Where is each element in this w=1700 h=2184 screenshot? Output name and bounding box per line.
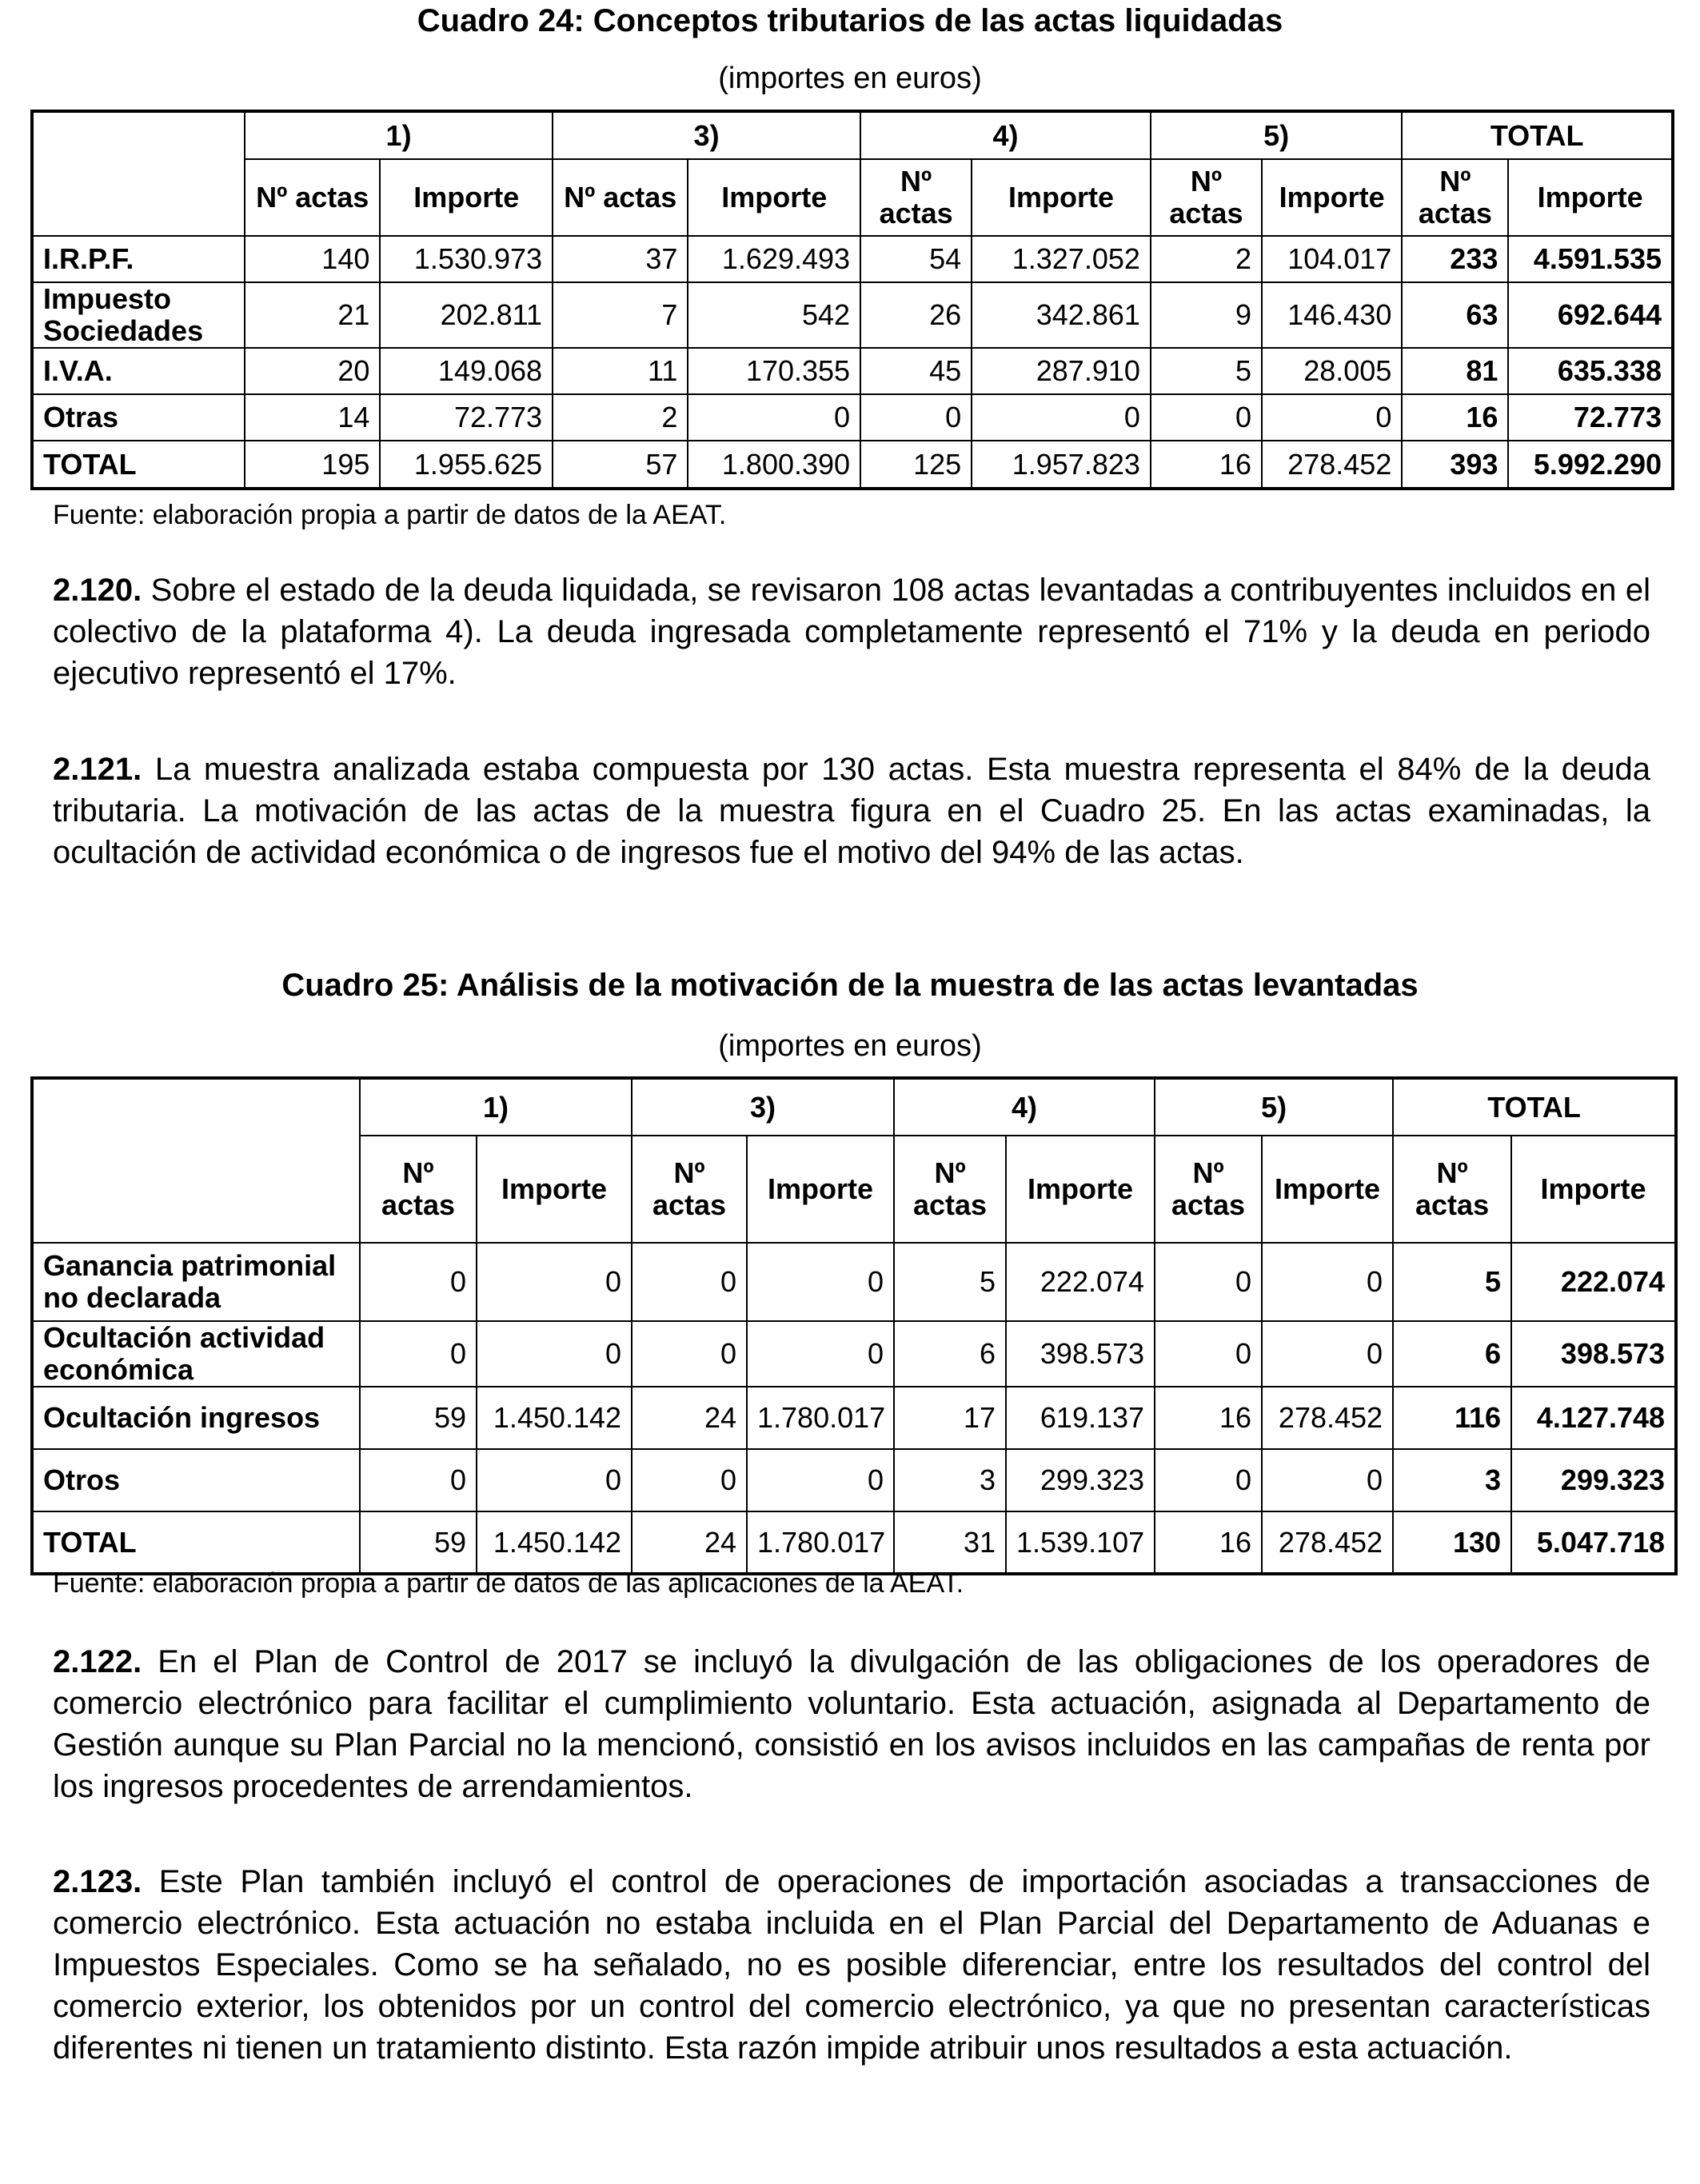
cell-actas: 21 <box>245 282 380 348</box>
cell-importe: 299.323 <box>1006 1449 1155 1511</box>
col-header-importe: Importe <box>1006 1136 1155 1243</box>
table-row <box>32 1387 1676 1449</box>
cell-importe: 104.017 <box>1262 236 1402 282</box>
table-row <box>32 1243 1676 1321</box>
col-header-actas: Nº actas <box>860 159 972 236</box>
cell-importe: 1.957.823 <box>972 441 1151 489</box>
cuadro24-title: Cuadro 24: Conceptos tributarios de las actas liquidadas <box>417 3 1283 38</box>
col-header-importe: Importe <box>477 1136 632 1243</box>
cuadro25-table <box>30 1076 1678 1575</box>
col-header-importe: Importe <box>380 159 553 236</box>
row-label: Impuesto Sociedades <box>32 282 245 348</box>
cell-actas: 0 <box>1151 394 1262 441</box>
cell-actas: 5 <box>894 1243 1006 1321</box>
col-header-importe: Importe <box>747 1136 894 1243</box>
cell-importe: 4.591.535 <box>1508 236 1673 282</box>
cell-importe: 692.644 <box>1508 282 1673 348</box>
cell-importe: 1.780.017 <box>747 1511 894 1574</box>
cell-actas: 5 <box>1151 348 1262 394</box>
cell-importe: 72.773 <box>380 394 553 441</box>
cell-actas: 3 <box>1393 1449 1511 1511</box>
cell-actas: 24 <box>632 1387 747 1449</box>
paragraph-2123 <box>53 1861 1650 2069</box>
cuadro24-group-header-row <box>32 111 1673 159</box>
cell-importe: 4.127.748 <box>1511 1387 1676 1449</box>
cell-actas: 24 <box>632 1511 747 1574</box>
paragraph-text: Este Plan también incluyó el control de operaciones de importación asociadas a transacciones de comercio electrónico. Esta actuación no estaba incluida en el Plan Parcial del Departamento de Aduanas e Impuestos Especiales. Como se ha señalado, no es posible diferenciar, entre los resultados del control del comercio exterior, los obtenidos por un control del comercio electrónico, ya que no presentan características diferentes ni tienen un tratamiento distinto. Esta razón impide atribuir unos resultados a esta actuación. <box>53 1864 1650 2066</box>
cell-importe: 0 <box>1262 394 1402 441</box>
table-row <box>32 282 1673 348</box>
cuadro25-group-header-row <box>32 1078 1676 1136</box>
row-label: Ganancia patrimonial no declarada <box>32 1243 360 1321</box>
col-header-actas: Nº actas <box>245 159 380 236</box>
cell-importe: 619.137 <box>1006 1387 1155 1449</box>
paragraph-number: 2.122. <box>53 1644 142 1679</box>
cell-actas: 14 <box>245 394 380 441</box>
cell-actas: 116 <box>1393 1387 1511 1449</box>
cell-actas: 7 <box>553 282 688 348</box>
cell-actas: 9 <box>1151 282 1262 348</box>
cell-importe: 1.780.017 <box>747 1387 894 1449</box>
cuadro25-group-header: 5) <box>1155 1078 1393 1136</box>
row-label: Ocultación ingresos <box>32 1387 360 1449</box>
cuadro24-group-header: 4) <box>860 111 1151 159</box>
cell-actas: 393 <box>1402 441 1508 489</box>
cell-actas: 0 <box>860 394 972 441</box>
cuadro25-group-header: 1) <box>360 1078 632 1136</box>
paragraph-2120 <box>53 569 1650 694</box>
col-header-actas: Nº actas <box>894 1136 1006 1243</box>
cell-importe: 0 <box>477 1243 632 1321</box>
cuadro25-subtitle: (importes en euros) <box>718 1029 982 1063</box>
col-header-importe: Importe <box>688 159 860 236</box>
paragraph-text: Sobre el estado de la deuda liquidada, se revisaron 108 actas levantadas a contribuyentes incluidos en el colectivo de la plataforma 4). La deuda ingresada completamente representó el 71% y la deuda en periodo ejecutivo representó el 17%. <box>53 573 1650 691</box>
col-header-actas: Nº actas <box>1151 159 1262 236</box>
cuadro24-table <box>30 110 1674 490</box>
cell-importe: 1.530.973 <box>380 236 553 282</box>
paragraph-number: 2.121. <box>53 752 142 787</box>
cell-actas: 26 <box>860 282 972 348</box>
cell-actas: 16 <box>1155 1511 1262 1574</box>
cell-actas: 3 <box>894 1449 1006 1511</box>
cell-actas: 31 <box>894 1511 1006 1574</box>
cuadro24-group-header: 3) <box>553 111 860 159</box>
col-header-importe: Importe <box>1262 1136 1393 1243</box>
cell-importe: 1.800.390 <box>688 441 860 489</box>
cell-importe: 0 <box>477 1321 632 1387</box>
cell-importe: 299.323 <box>1511 1449 1676 1511</box>
cell-actas: 0 <box>632 1449 747 1511</box>
cell-actas: 37 <box>553 236 688 282</box>
cell-importe: 0 <box>1262 1449 1393 1511</box>
cell-importe: 0 <box>1262 1321 1393 1387</box>
cell-actas: 130 <box>1393 1511 1511 1574</box>
cell-actas: 54 <box>860 236 972 282</box>
cuadro24-body <box>32 236 1673 489</box>
col-header-actas: Nº actas <box>632 1136 747 1243</box>
paragraph-2122 <box>53 1641 1650 1807</box>
row-label: TOTAL <box>32 1511 360 1574</box>
cuadro25-source: Fuente: elaboración propia a partir de datos de las aplicaciones de la AEAT. <box>53 1568 964 1599</box>
table-row <box>32 236 1673 282</box>
cell-importe: 278.452 <box>1262 1511 1393 1574</box>
cell-importe: 222.074 <box>1511 1243 1676 1321</box>
cell-actas: 59 <box>360 1511 477 1574</box>
cell-importe: 170.355 <box>688 348 860 394</box>
paragraph-number: 2.120. <box>53 573 142 608</box>
cuadro25-title: Cuadro 25: Análisis de la motivación de la muestra de las actas levantadas <box>281 968 1419 1003</box>
cuadro24-source: Fuente: elaboración propia a partir de datos de la AEAT. <box>53 500 727 530</box>
cell-importe: 1.629.493 <box>688 236 860 282</box>
cell-importe: 0 <box>747 1321 894 1387</box>
cell-actas: 0 <box>360 1243 477 1321</box>
cuadro24-corner-cell <box>32 111 245 236</box>
cell-importe: 0 <box>747 1243 894 1321</box>
cell-actas: 59 <box>360 1387 477 1449</box>
cell-actas: 0 <box>632 1243 747 1321</box>
cell-importe: 398.573 <box>1006 1321 1155 1387</box>
col-header-actas: Nº actas <box>1402 159 1508 236</box>
cuadro24-group-header: 5) <box>1151 111 1402 159</box>
col-header-importe: Importe <box>1262 159 1402 236</box>
cell-actas: 140 <box>245 236 380 282</box>
col-header-importe: Importe <box>1508 159 1673 236</box>
cell-actas: 125 <box>860 441 972 489</box>
row-label: I.R.P.F. <box>32 236 245 282</box>
cell-actas: 81 <box>1402 348 1508 394</box>
cell-actas: 20 <box>245 348 380 394</box>
cell-importe: 342.861 <box>972 282 1151 348</box>
cell-actas: 0 <box>632 1321 747 1387</box>
cell-importe: 278.452 <box>1262 441 1402 489</box>
cell-actas: 0 <box>1155 1243 1262 1321</box>
cell-importe: 5.047.718 <box>1511 1511 1676 1574</box>
cell-actas: 0 <box>360 1449 477 1511</box>
paragraph-number: 2.123. <box>53 1864 142 1899</box>
cell-importe: 222.074 <box>1006 1243 1155 1321</box>
cell-actas: 63 <box>1402 282 1508 348</box>
cell-importe: 635.338 <box>1508 348 1673 394</box>
cell-importe: 0 <box>688 394 860 441</box>
cell-actas: 6 <box>894 1321 1006 1387</box>
cell-actas: 233 <box>1402 236 1508 282</box>
cell-importe: 1.450.142 <box>477 1387 632 1449</box>
cell-actas: 0 <box>1155 1321 1262 1387</box>
paragraph-2121 <box>53 749 1650 873</box>
cuadro24-column-header-row <box>32 159 1673 236</box>
cell-actas: 195 <box>245 441 380 489</box>
paragraph-text: En el Plan de Control de 2017 se incluyó la divulgación de las obligaciones de los operadores de comercio electrónico para facilitar el cumplimiento voluntario. Esta actuación, asignada al Departamento de Gestión aunque su Plan Parcial no la mencionó, consistió en los avisos incluidos en las campañas de renta por los ingresos procedentes de arrendamientos. <box>53 1644 1650 1804</box>
table-row <box>32 1321 1676 1387</box>
cuadro25-body <box>32 1243 1676 1574</box>
cell-importe: 146.430 <box>1262 282 1402 348</box>
table-row <box>32 348 1673 394</box>
row-label: Ocultación actividad económica <box>32 1321 360 1387</box>
cell-actas: 5 <box>1393 1243 1511 1321</box>
cell-importe: 0 <box>477 1449 632 1511</box>
cuadro24-group-header: 1) <box>245 111 553 159</box>
table-row <box>32 1511 1676 1574</box>
cell-actas: 2 <box>1151 236 1262 282</box>
cell-importe: 0 <box>972 394 1151 441</box>
cell-actas: 57 <box>553 441 688 489</box>
col-header-actas: Nº actas <box>1155 1136 1262 1243</box>
row-label: Otros <box>32 1449 360 1511</box>
table-row <box>32 394 1673 441</box>
cell-actas: 16 <box>1402 394 1508 441</box>
paragraph-text: La muestra analizada estaba compuesta por 130 actas. Esta muestra representa el 84% de la deuda tributaria. La motivación de las actas de la muestra figura en el Cuadro 25. En las actas examinadas, la ocultación de actividad económica o de ingresos fue el motivo del 94% de las actas. <box>53 752 1650 870</box>
cuadro25-group-header: 4) <box>894 1078 1155 1136</box>
cell-actas: 2 <box>553 394 688 441</box>
cell-actas: 17 <box>894 1387 1006 1449</box>
cell-importe: 0 <box>1262 1243 1393 1321</box>
row-label: Otras <box>32 394 245 441</box>
row-label: I.V.A. <box>32 348 245 394</box>
cell-importe: 542 <box>688 282 860 348</box>
cell-importe: 0 <box>747 1449 894 1511</box>
cell-importe: 278.452 <box>1262 1387 1393 1449</box>
cell-actas: 0 <box>1155 1449 1262 1511</box>
cuadro25-group-header: TOTAL <box>1393 1078 1676 1136</box>
cell-importe: 1.327.052 <box>972 236 1151 282</box>
cell-actas: 16 <box>1155 1387 1262 1449</box>
col-header-actas: Nº actas <box>1393 1136 1511 1243</box>
cuadro24-group-header: TOTAL <box>1402 111 1673 159</box>
cell-importe: 287.910 <box>972 348 1151 394</box>
row-label: TOTAL <box>32 441 245 489</box>
col-header-importe: Importe <box>972 159 1151 236</box>
cell-importe: 28.005 <box>1262 348 1402 394</box>
cell-importe: 149.068 <box>380 348 553 394</box>
cell-importe: 72.773 <box>1508 394 1673 441</box>
cell-actas: 0 <box>360 1321 477 1387</box>
table-row <box>32 1449 1676 1511</box>
cuadro24-subtitle: (importes en euros) <box>718 62 982 95</box>
cuadro25-corner-cell <box>32 1078 360 1243</box>
cell-importe: 398.573 <box>1511 1321 1676 1387</box>
cuadro25-group-header: 3) <box>632 1078 894 1136</box>
col-header-actas: Nº actas <box>553 159 688 236</box>
col-header-actas: Nº actas <box>360 1136 477 1243</box>
cell-importe: 202.811 <box>380 282 553 348</box>
cell-actas: 6 <box>1393 1321 1511 1387</box>
cell-actas: 45 <box>860 348 972 394</box>
cell-importe: 1.955.625 <box>380 441 553 489</box>
col-header-importe: Importe <box>1511 1136 1676 1243</box>
cell-actas: 16 <box>1151 441 1262 489</box>
cell-actas: 11 <box>553 348 688 394</box>
cell-importe: 1.450.142 <box>477 1511 632 1574</box>
cell-importe: 5.992.290 <box>1508 441 1673 489</box>
table-row <box>32 441 1673 489</box>
cell-importe: 1.539.107 <box>1006 1511 1155 1574</box>
